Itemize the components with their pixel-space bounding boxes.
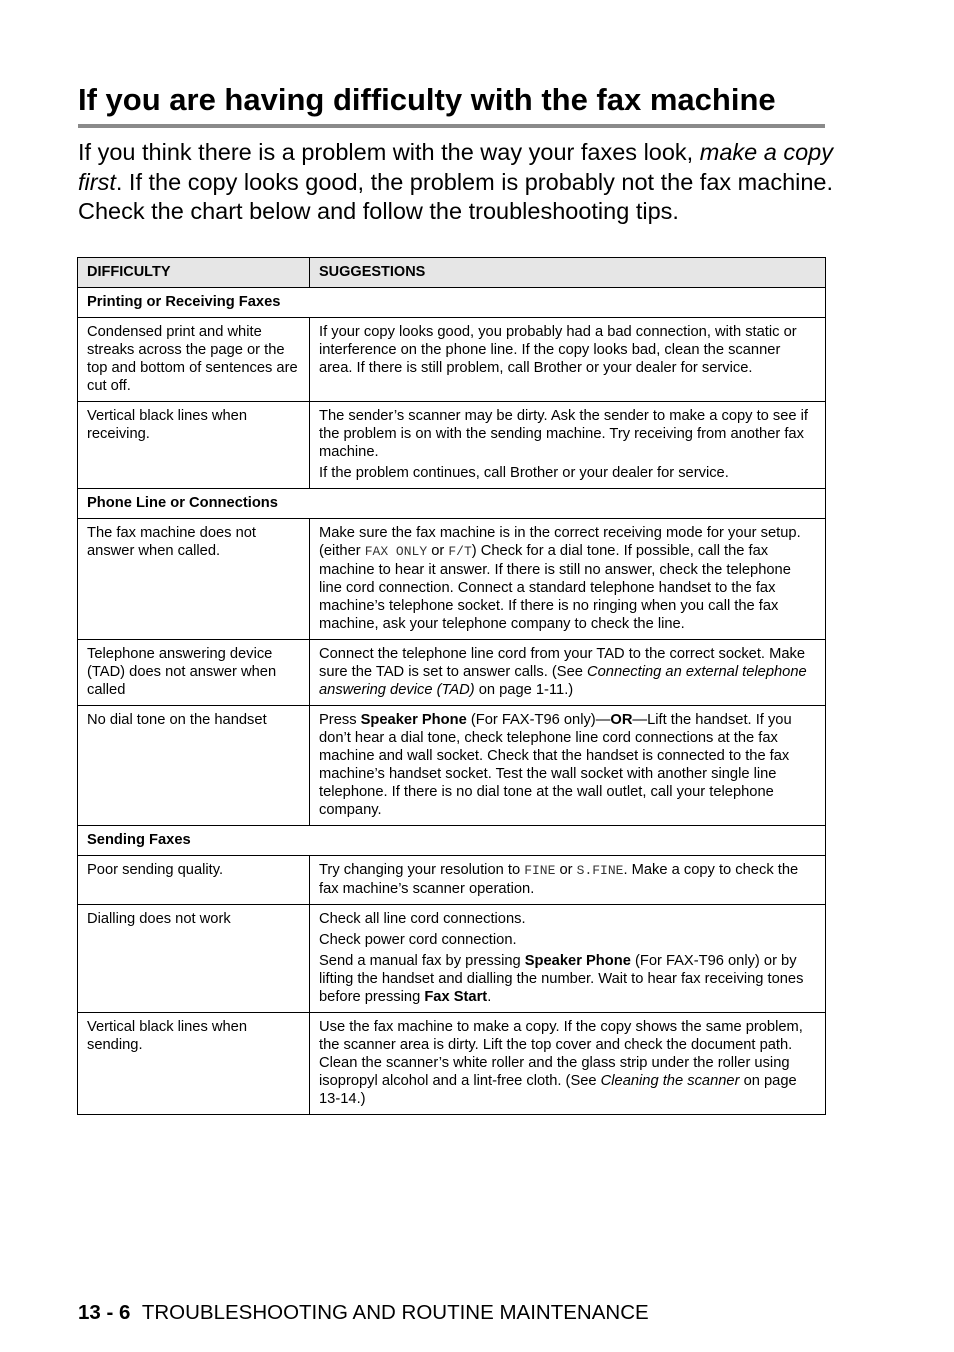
suggestion-text: Use the fax machine to make a copy. If the copy shows the same problem, the scanner area is dirty. Lift the top cover and check the document path. Clean the scanner’s white roller and the glass strip under the roller using isopropyl alcohol and a lint-free cloth. (See — [319, 1019, 803, 1089]
key-name-fax-start: Fax Start — [424, 989, 488, 1005]
suggestion-text: If the problem continues, call Brother or your dealer for service. — [319, 465, 729, 481]
section-sending: Sending Faxes — [78, 826, 826, 856]
section-printing: Printing or Receiving Faxes — [78, 288, 826, 318]
difficulty-cell: Poor sending quality. — [78, 856, 310, 905]
suggestion-text: (For FAX-T96 only)— — [466, 712, 611, 728]
suggestion-text: —Lift the handset. If you don’t hear a dial tone, check telephone line cord connections at the fax machine and wall socket. Check that the handset is connected to the fax machine’s handset socket. Test the wall socket with another single line telephone. If there is no dial tone at the wall outlet, call your telephone company. — [319, 712, 792, 818]
suggestion-text: The sender’s scanner may be dirty. Ask the sender to make a copy to see if the problem is on with the sending machine. Try receiving from another fax machine. — [319, 408, 809, 460]
section-row — [78, 826, 826, 856]
difficulty-cell: Dialling does not work — [78, 905, 310, 1013]
page-footer — [78, 1300, 649, 1326]
suggestion-cell — [310, 856, 826, 905]
suggestion-text: ) Check for a dial tone. If possible, call the fax machine to hear it answer. If there is still no answer, check the telephone line cord connection. Connect a standard telephone handset to the fax machine’s telephone socket. If there is no ringing when you call the fax machine, ask your telephone company to check the line. — [319, 543, 791, 632]
table-row — [78, 519, 826, 640]
intro-emphasis: make a copy first — [78, 139, 833, 195]
table-header-row — [78, 258, 826, 288]
chapter-title: TROUBLESHOOTING AND ROUTINE MAINTENANCE — [141, 1301, 649, 1324]
header-suggestions: SUGGESTIONS — [310, 258, 826, 288]
troubleshooting-table — [77, 257, 826, 1115]
difficulty-cell: Vertical black lines when receiving. — [78, 402, 310, 489]
difficulty-cell: Condensed print and white streaks across the page or the top and bottom of sentences are cut off. — [78, 318, 310, 402]
suggestion-cell — [310, 1013, 826, 1115]
suggestion-cell — [310, 640, 826, 706]
suggestion-cell — [310, 706, 826, 826]
table-row — [78, 318, 826, 402]
cross-reference: Connecting an external telephone answering device (TAD) — [319, 664, 807, 698]
suggestion-text: Press — [319, 712, 361, 728]
table-row — [78, 1013, 826, 1115]
suggestion-text: or — [555, 862, 577, 878]
table-row — [78, 856, 826, 905]
suggestion-text: on page 1-11.) — [474, 682, 574, 698]
page-number: 13 - 6 — [78, 1301, 131, 1324]
title-rule — [78, 124, 825, 128]
suggestion-text: Try changing your resolution to — [319, 862, 525, 878]
intro-paragraph — [78, 138, 838, 227]
difficulty-cell: The fax machine does not answer when called. — [78, 519, 310, 640]
suggestion-cell — [310, 402, 826, 489]
suggestion-text: Check all line cord connections. — [319, 911, 526, 927]
display-code-sfine: S.FINE — [576, 863, 624, 878]
intro-text-2: . If the copy looks good, the problem is probably not the fax machine. Check the chart below and follow the troubleshooting tips. — [78, 168, 834, 224]
suggestion-cell — [310, 905, 826, 1013]
table-row — [78, 706, 826, 826]
suggestion-text: Connect the telephone line cord from your TAD to the correct socket. Make sure the TAD is set to answer calls. (See — [319, 646, 806, 680]
header-difficulty: DIFFICULTY — [78, 258, 310, 288]
display-code-fine: FINE — [524, 863, 556, 878]
suggestion-text: Send a manual fax by pressing — [319, 953, 525, 969]
key-name-speaker-phone: Speaker Phone — [360, 712, 467, 728]
suggestion-text: (For FAX-T96 only) or by lifting the handset and dialling the number. Wait to hear fax receiving tones before pressing — [319, 953, 804, 1005]
suggestion-text: . — [487, 989, 492, 1005]
table-row — [78, 402, 826, 489]
suggestion-cell — [310, 519, 826, 640]
section-row — [78, 288, 826, 318]
page-title: If you are having difficulty with the fax machine — [78, 82, 776, 117]
cross-reference: Cleaning the scanner — [600, 1073, 740, 1089]
difficulty-cell: Telephone answering device (TAD) does not answer when called — [78, 640, 310, 706]
key-name-speaker-phone: Speaker Phone — [524, 953, 631, 969]
suggestion-text: on page 13-14.) — [319, 1073, 797, 1107]
suggestion-text: Check power cord connection. — [319, 932, 517, 948]
intro-text-1: If you think there is a problem with the way your faxes look, — [78, 139, 700, 165]
emphasis-or: OR — [610, 712, 633, 728]
display-code-ft: F/T — [448, 544, 472, 559]
section-phone: Phone Line or Connections — [78, 489, 826, 519]
suggestion-paragraph — [319, 952, 817, 1006]
section-row — [78, 489, 826, 519]
table-row — [78, 905, 826, 1013]
display-code-fax-only: FAX ONLY — [364, 544, 428, 559]
difficulty-cell: No dial tone on the handset — [78, 706, 310, 826]
suggestion-cell: If your copy looks good, you probably had a bad connection, with static or interference on the phone line. If the copy looks bad, clean the scanner area. If there is still problem, call Brother or your dealer for service. — [310, 318, 826, 402]
suggestion-text: or — [427, 543, 449, 559]
difficulty-cell: Vertical black lines when sending. — [78, 1013, 310, 1115]
suggestion-text: . Make a copy to check the fax machine’s scanner operation. — [319, 862, 799, 897]
suggestion-text: Make sure the fax machine is in the correct receiving mode for your setup. (either — [319, 525, 801, 559]
table-row — [78, 640, 826, 706]
